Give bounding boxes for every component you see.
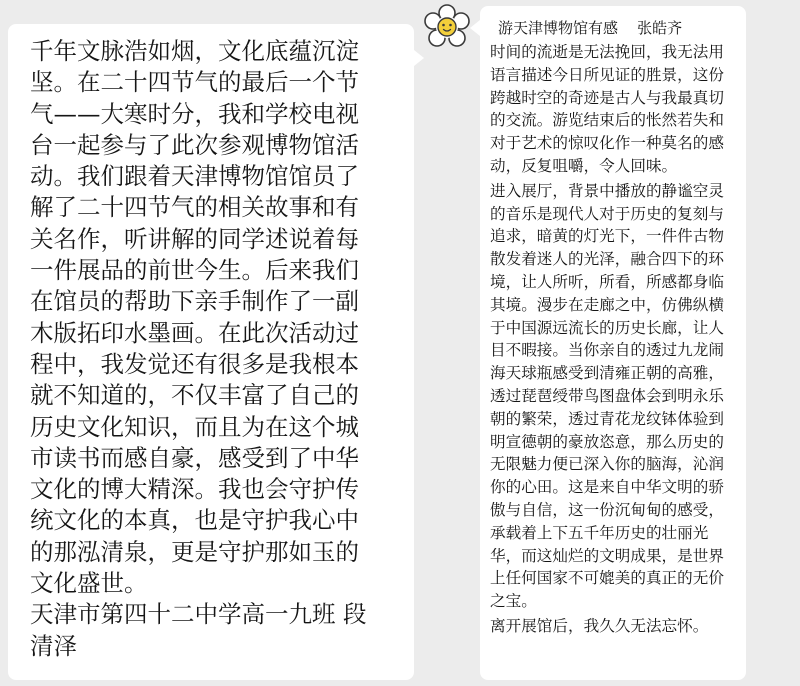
flower-face-icon [422, 4, 472, 50]
essay-paragraph-3: 离开展馆后，我久久无法忘怀。 [490, 616, 709, 635]
chat-bubble-left[interactable] [8, 24, 414, 680]
essay-paragraph-2: 进入展厅，背景中播放的静谧空灵 的音乐是现代人对于历史的复刻与 追求，暗黄的灯光下，一件件古物 散发着迷人的光泽，融合四下的环 境，让人所听，所看，所感都身临 其境。漫步在走廊之中，仿佛纵横 于中国源远流长的历史长廊，让人 目不暇接。当你亲自的透过九龙闹 海天球瓶感受到清雍正朝的高雅， 透过琵琶绶带鸟图盘体会到明永乐 朝的繁荣，透过青花龙纹钵体验到 明宣德朝的豪放恣意，那么历史的 无限魅力便已深入你的脑海，沁润 你的心田。这是来自中华文明的骄 傲与自信，这一份沉甸甸的感受， 承载着上下五千年历史的壮丽光 华，而这灿烂的文明成果，是世界 上任何国家不可媲美的真正的无价 之宝。 [490, 181, 724, 611]
essay-paragraph-1: 时间的流逝是无法挽回，我无法用 语言描述今日所见证的胜景，这份 跨越时空的奇迹是古人与我最真切 的交流。游览结束后的怅然若失和 对于艺术的惊叹化作一种莫名的感 动，反复咀嚼，令人回味。 [490, 43, 724, 175]
chat-bubble-right[interactable] [480, 6, 746, 680]
message-signature: 天津市第四十二中学高一九班 段 清泽 [30, 600, 367, 660]
avatar[interactable] [422, 4, 472, 50]
essay-title: 游天津博物馆有感 张皓齐 [498, 19, 683, 37]
message-text: 千年文脉浩如烟，文化底蕴沉淀 坚。在二十四节气的最后一个节 气——大寒时分，我和学校电视 台一起参与了此次参观博物馆活 动。我们跟着天津博物馆馆员了 解了二十四节气的相关故事和有 关名作，听讲解的同学述说着每 一件展品的前世今生。后来我们 在馆员的帮助下亲手制作了一副 木版拓印水墨画。在此次活动过 程中，我发觉还有很多是我根本 就不知道的，不仅丰富了自己的 历史文化知识，而且为在这个城 市读书而感自豪，感受到了中华 文化的博大精深。我也会守护传 统文化的本真，也是守护我心中 的那泓清泉，更是守护那如玉的 文化盛世。 [30, 37, 359, 598]
